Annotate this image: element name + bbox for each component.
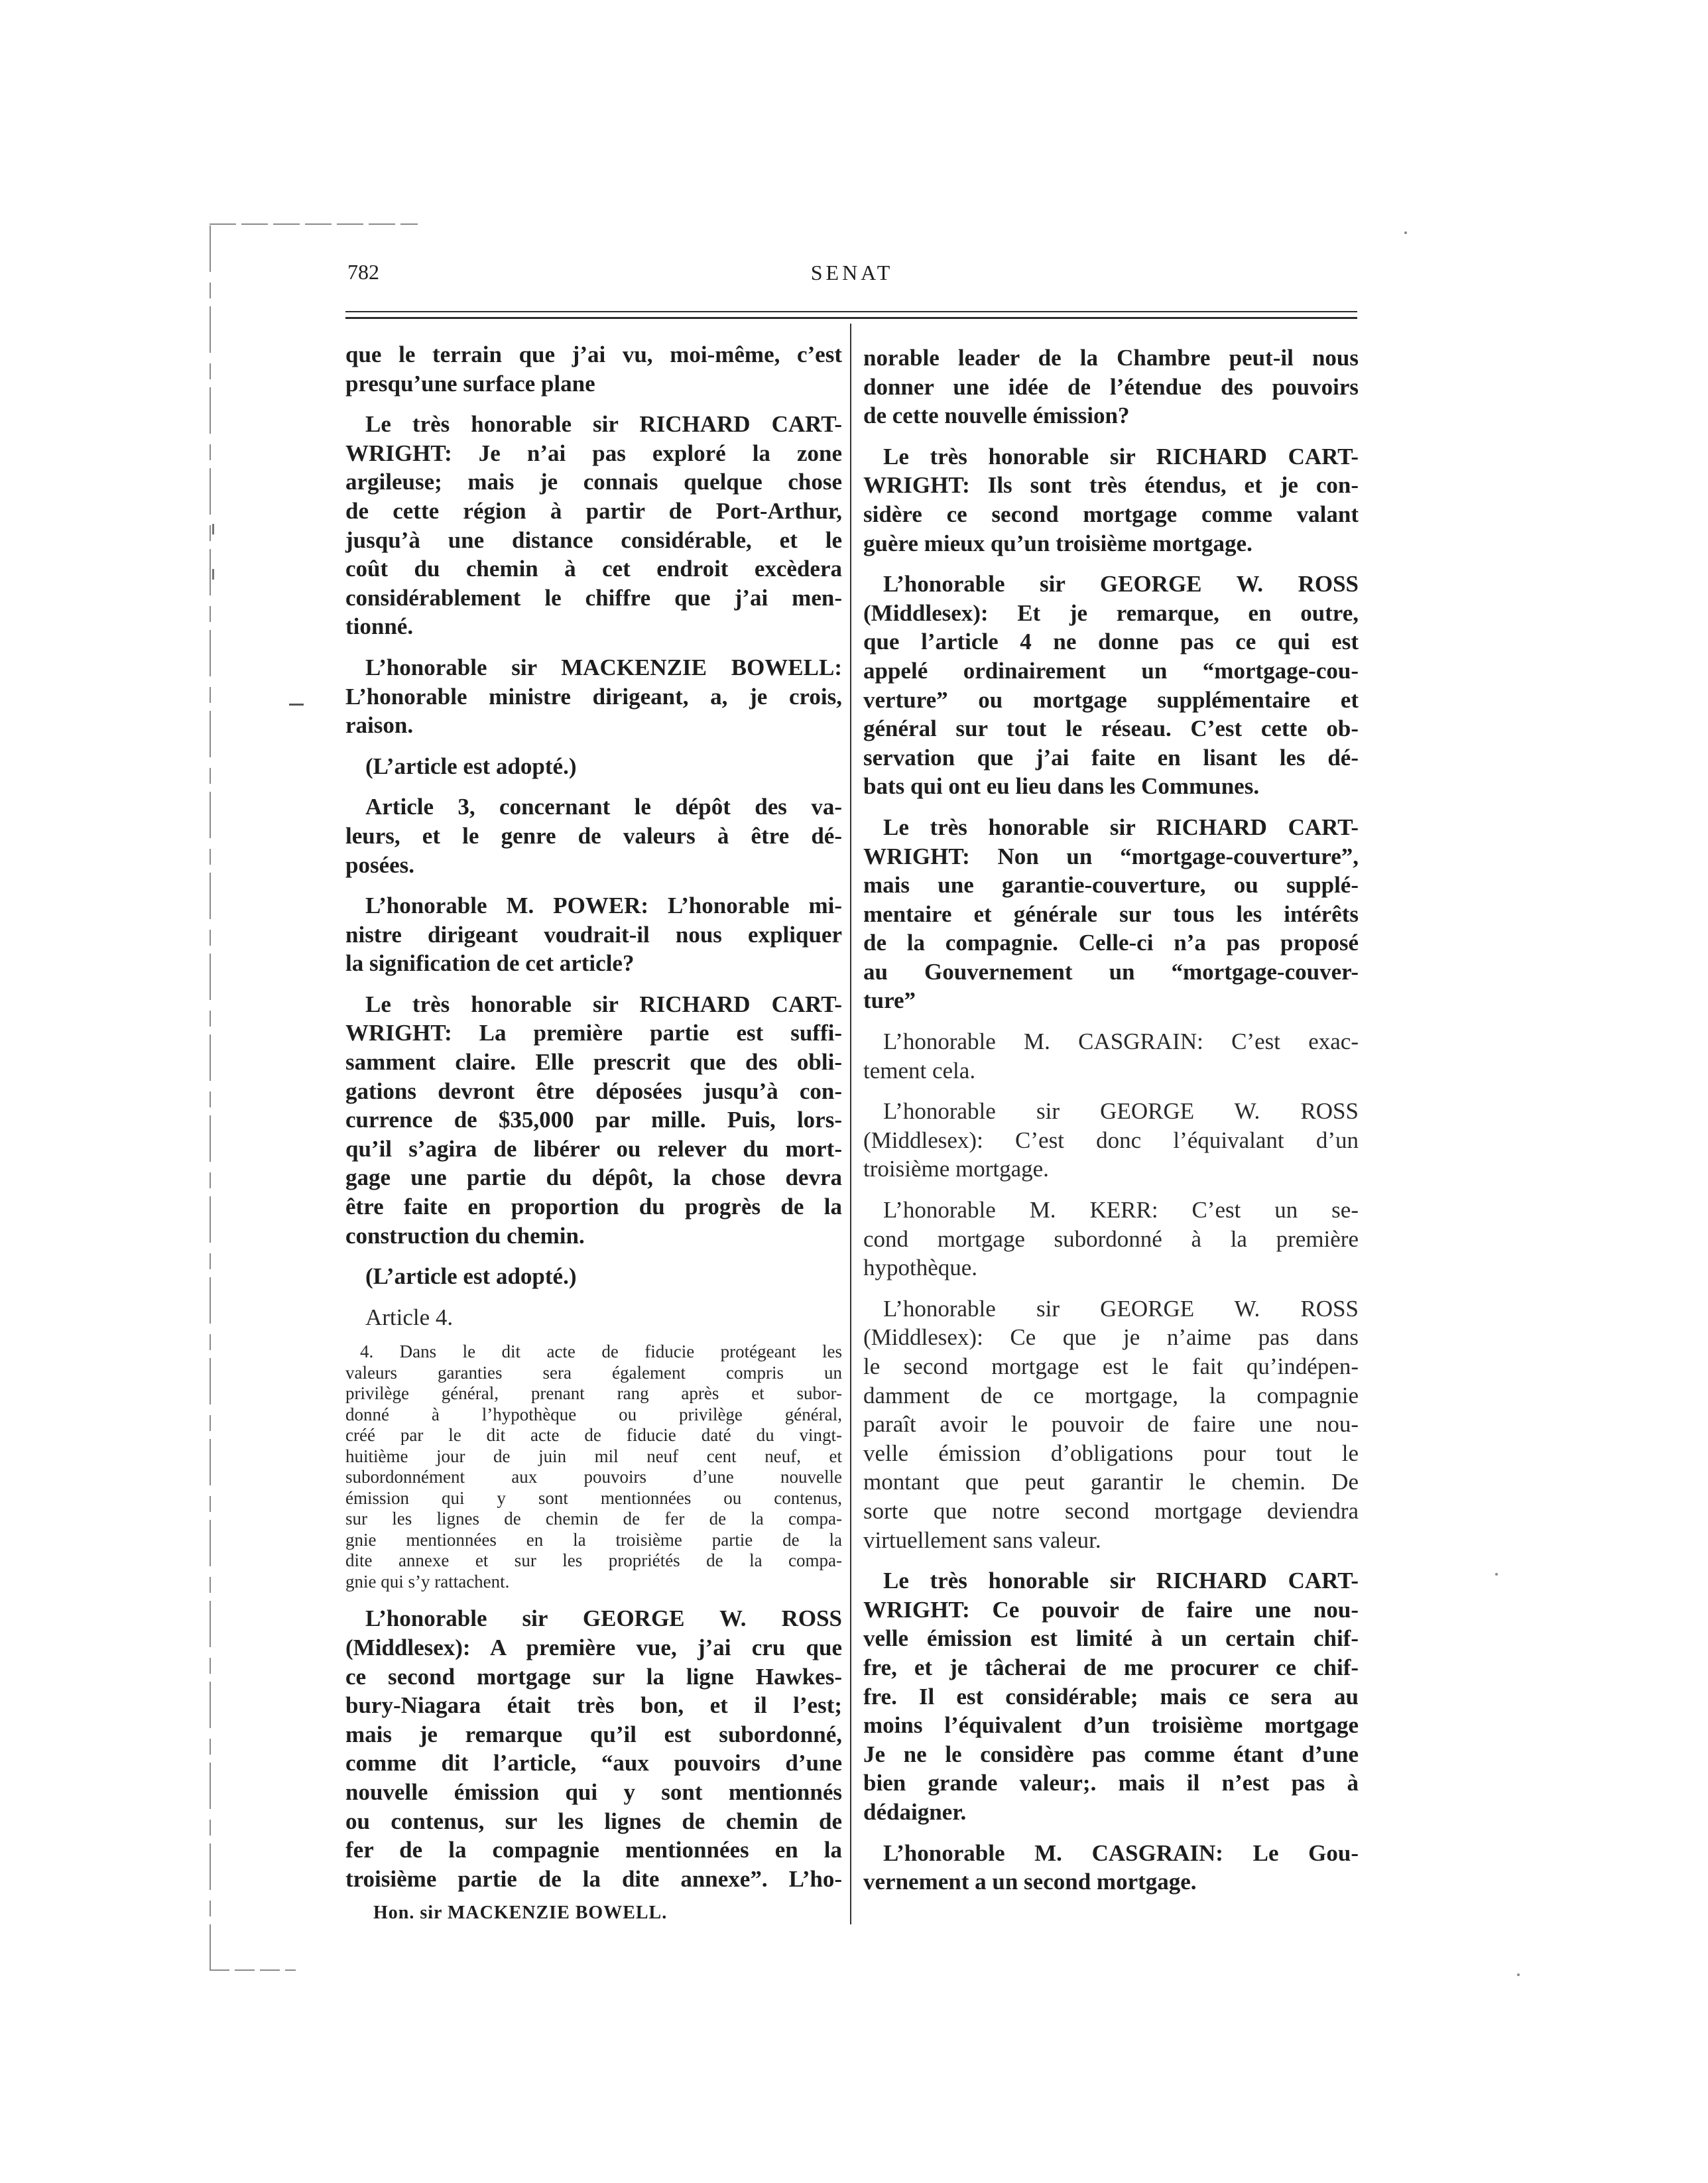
left-column-paragraphs bbox=[345, 340, 842, 1332]
text-line: ce second mortgage sur la ligne Hawkes- bbox=[345, 1663, 842, 1690]
text-line: Le très honorable sir RICHARD CART- bbox=[883, 814, 1359, 840]
scan-speck bbox=[1517, 1973, 1520, 1976]
text-line: L’honorable M. POWER: L’honorable mi- bbox=[365, 893, 842, 919]
scan-speck bbox=[1495, 1573, 1498, 1576]
paragraph bbox=[863, 570, 1359, 801]
text-line: comme dit l’article, “aux pouvoirs d’une bbox=[345, 1750, 842, 1777]
column-divider bbox=[850, 324, 851, 1924]
running-head: SENAT bbox=[810, 261, 894, 284]
paragraph bbox=[345, 410, 842, 641]
text-line: troisième partie de la dite annexe”. L’ho- bbox=[345, 1865, 842, 1892]
text-line: moins l’équivalent d’un troisième mortgage bbox=[863, 1712, 1359, 1739]
text-line: WRIGHT: Non un “mortgage-couverture”, bbox=[863, 843, 1359, 869]
text-line: bats qui ont eu lieu dans les Communes. bbox=[863, 773, 1260, 800]
text-line: privilège général, prenant rang après et subor- bbox=[345, 1383, 842, 1404]
scan-speck bbox=[212, 569, 214, 580]
text-line: (Middlesex): Ce que je n’aime pas dans bbox=[863, 1324, 1359, 1351]
text-line: mentaire et générale sur tous les intérêts bbox=[863, 901, 1359, 927]
text-line: appelé ordinairement un “mortgage-cou- bbox=[863, 657, 1359, 684]
paragraph bbox=[345, 891, 842, 978]
text-line: de cette nouvelle émission? bbox=[863, 403, 1130, 429]
text-line: donner une idée de l’étendue des pouvoirs bbox=[863, 373, 1359, 400]
text-line: mais je remarque qu’il est subordonné, bbox=[345, 1721, 842, 1747]
text-line: subordonnément aux pouvoirs d’une nouvelle bbox=[345, 1467, 842, 1487]
text-line: presqu’une surface plane bbox=[345, 370, 595, 397]
text-line: tionné. bbox=[345, 613, 414, 640]
paragraph bbox=[863, 442, 1359, 558]
text-line: Le très honorable sir RICHARD CART- bbox=[365, 991, 842, 1017]
catchword: Hon. sir MACKENZIE BOWELL. bbox=[373, 1902, 668, 1923]
text-line: (L’article est adopté.) bbox=[365, 1263, 577, 1290]
paragraph bbox=[863, 1027, 1359, 1085]
scan-edge-mark bbox=[210, 223, 418, 225]
scan-edge-mark bbox=[210, 1969, 296, 1971]
text-line: sidère ce second mortgage comme valant bbox=[863, 501, 1359, 527]
text-line: être faite en proportion du progrès de la bbox=[345, 1194, 842, 1220]
text-line: général sur tout le réseau. C’est cette ob- bbox=[863, 716, 1359, 742]
text-line: raison. bbox=[345, 712, 414, 739]
text-line: Le très honorable sir RICHARD CART- bbox=[883, 1568, 1359, 1594]
text-line: dite annexe et sur les propriétés de la compa- bbox=[345, 1550, 842, 1571]
text-line: fer de la compagnie mentionnées en la bbox=[345, 1837, 842, 1863]
text-line: Article 4. bbox=[365, 1304, 454, 1330]
text-line: WRIGHT: Je n’ai pas exploré la zone bbox=[345, 440, 842, 466]
text-line: paraît avoir le pouvoir de faire une nou- bbox=[863, 1411, 1359, 1438]
text-line: sur les lignes de chemin de fer de la compa- bbox=[345, 1509, 842, 1529]
left-column bbox=[345, 340, 842, 1893]
text-line: Le très honorable sir RICHARD CART- bbox=[365, 411, 842, 438]
text-line: tement cela. bbox=[863, 1057, 976, 1084]
text-line: nistre dirigeant voudrait-il nous expliquer bbox=[345, 921, 842, 948]
text-line: gage une partie du dépôt, la chose devra bbox=[345, 1164, 842, 1191]
text-line: construction du chemin. bbox=[345, 1222, 585, 1249]
text-line: cond mortgage subordonné à la première bbox=[863, 1225, 1359, 1252]
header-double-rule-bottom bbox=[345, 317, 1357, 319]
text-line: L’honorable sir GEORGE W. ROSS bbox=[365, 1605, 842, 1632]
paragraph bbox=[345, 653, 842, 740]
text-line: WRIGHT: Ils sont très étendus, et je con- bbox=[863, 472, 1359, 499]
text-line: qu’il s’agira de libérer ou relever du mort- bbox=[345, 1135, 842, 1162]
paragraph bbox=[345, 752, 842, 781]
text-line: gations devront être déposées jusqu’à con- bbox=[345, 1078, 842, 1104]
text-line: au Gouvernement un “mortgage-couver- bbox=[863, 958, 1359, 985]
text-line: leurs, et le genre de valeurs à être dé- bbox=[345, 822, 842, 849]
scan-speck bbox=[289, 704, 304, 706]
text-line: que le terrain que j’ai vu, moi-même, c’est bbox=[345, 342, 842, 367]
text-line: WRIGHT: Ce pouvoir de faire une nou- bbox=[863, 1596, 1359, 1623]
text-line: WRIGHT: La première partie est suffi- bbox=[345, 1020, 842, 1046]
text-line: fre. Il est considérable; mais ce sera au bbox=[863, 1683, 1359, 1710]
header-double-rule-top bbox=[345, 311, 1357, 312]
text-line: L’honorable sir MACKENZIE BOWELL: bbox=[365, 654, 842, 680]
text-line: ou contenus, sur les lignes de chemin de bbox=[345, 1808, 842, 1834]
paragraph bbox=[345, 340, 842, 398]
page-number: 782 bbox=[347, 260, 379, 284]
text-line: 4. Dans le dit acte de fiducie protégeant les bbox=[360, 1341, 842, 1362]
text-line: L’honorable sir GEORGE W. ROSS bbox=[883, 1098, 1359, 1125]
text-line: (Middlesex): Et je remarque, en outre, bbox=[863, 599, 1359, 626]
scan-edge-mark bbox=[210, 225, 211, 1969]
paragraph bbox=[863, 343, 1359, 430]
text-line: bury-Niagara était très bon, et il l’est; bbox=[345, 1692, 842, 1719]
text-line: argileuse; mais je connais quelque chose bbox=[345, 469, 842, 495]
text-line: L’honorable M. CASGRAIN: Le Gou- bbox=[883, 1840, 1359, 1866]
paragraph bbox=[863, 813, 1359, 1015]
text-line: L’honorable M. KERR: C’est un se- bbox=[883, 1197, 1359, 1223]
text-line: L’honorable M. CASGRAIN: C’est exac- bbox=[883, 1029, 1359, 1055]
left-column-paragraphs-continued bbox=[345, 1604, 842, 1893]
text-line: bien grande valeur;. mais il n’est pas à bbox=[863, 1770, 1359, 1796]
text-line: huitième jour de juin mil neuf cent neuf, et bbox=[345, 1446, 842, 1466]
paragraph bbox=[345, 1604, 842, 1893]
text-line: servation que j’ai faite en lisant les dé- bbox=[863, 744, 1359, 771]
text-line: vernement a un second mortgage. bbox=[863, 1869, 1197, 1895]
right-column bbox=[863, 343, 1359, 1897]
text-line: troisième mortgage. bbox=[863, 1156, 1049, 1182]
text-line: que l’article 4 ne donne pas ce qui est bbox=[863, 629, 1359, 655]
text-line: gnie mentionnées en la troisième partie de la bbox=[345, 1529, 842, 1550]
text-line: de la compagnie. Celle-ci n’a pas proposé bbox=[863, 930, 1359, 956]
text-line: L’honorable ministre dirigeant, a, je crois, bbox=[345, 683, 842, 710]
paragraph bbox=[863, 1196, 1359, 1282]
text-line: velle émission est limité à un certain chif- bbox=[863, 1625, 1359, 1652]
text-line: L’honorable sir GEORGE W. ROSS bbox=[883, 1295, 1359, 1322]
text-line: L’honorable sir GEORGE W. ROSS bbox=[883, 571, 1359, 597]
text-line: posées. bbox=[345, 851, 415, 878]
text-line: hypothèque. bbox=[863, 1255, 978, 1281]
text-line: currence de $35,000 par mille. Puis, lors- bbox=[345, 1107, 842, 1133]
text-line: (Middlesex): A première vue, j’ai cru que bbox=[345, 1635, 842, 1660]
paragraph bbox=[863, 1294, 1359, 1554]
text-line: virtuellement sans valeur. bbox=[863, 1527, 1101, 1553]
text-line: samment claire. Elle prescrit que des obli- bbox=[345, 1049, 842, 1076]
right-column-paragraphs bbox=[863, 343, 1359, 1897]
text-line: (Middlesex): C’est donc l’équivalant d’un bbox=[863, 1127, 1359, 1153]
text-line: le second mortgage est le fait qu’indépen- bbox=[863, 1353, 1359, 1379]
text-line: damment de ce mortgage, la compagnie bbox=[863, 1382, 1359, 1408]
text-line: créé par le dit acte de fiducie daté du vingt- bbox=[345, 1425, 842, 1446]
text-line: nouvelle émission qui y sont mentionnés bbox=[345, 1778, 842, 1805]
scan-speck bbox=[212, 524, 214, 534]
text-line: sorte que notre second mortgage deviendra bbox=[863, 1497, 1359, 1524]
text-line: Je ne le considère pas comme étant d’une bbox=[863, 1741, 1359, 1767]
text-line: fre, et je tâcherai de me procurer ce chif- bbox=[863, 1654, 1359, 1680]
text-line: gnie qui s’y rattachent. bbox=[345, 1571, 510, 1591]
text-line: norable leader de la Chambre peut-il nous bbox=[863, 345, 1359, 371]
text-line: guère mieux qu’un troisième mortgage. bbox=[863, 530, 1252, 556]
text-line: de cette région à partir de Port-Arthur, bbox=[345, 497, 842, 524]
paragraph bbox=[863, 1566, 1359, 1826]
scan-speck bbox=[1404, 231, 1407, 234]
text-line: Article 3, concernant le dépôt des va- bbox=[365, 794, 842, 820]
text-line: velle émission d’obligations pour tout le bbox=[863, 1440, 1359, 1466]
paragraph bbox=[863, 1839, 1359, 1897]
text-line: valeurs garanties sera également compris un bbox=[345, 1362, 842, 1383]
paragraph bbox=[345, 990, 842, 1250]
text-line: donné à l’hypothèque ou privilège général, bbox=[345, 1404, 842, 1424]
text-line: montant que peut garantir le chemin. De bbox=[863, 1469, 1359, 1495]
paragraph bbox=[863, 1097, 1359, 1184]
text-line: considérablement le chiffre que j’ai men- bbox=[345, 584, 842, 611]
paragraph bbox=[345, 1303, 842, 1332]
text-line: Le très honorable sir RICHARD CART- bbox=[883, 443, 1359, 469]
paragraph bbox=[345, 792, 842, 879]
text-line: la signification de cet article? bbox=[345, 950, 635, 977]
text-line: émission qui y sont mentionnées ou contenus, bbox=[345, 1487, 842, 1508]
text-line: verture” ou mortgage supplémentaire et bbox=[863, 686, 1359, 713]
paragraph bbox=[345, 1262, 842, 1291]
text-line: ture” bbox=[863, 987, 916, 1014]
text-line: dédaigner. bbox=[863, 1798, 967, 1825]
quoted-article-4 bbox=[345, 1341, 842, 1592]
text-line: mais une garantie-couverture, ou supplé- bbox=[863, 872, 1359, 899]
text-line: coût du chemin à cet endroit excèdera bbox=[345, 556, 842, 582]
quoted-clause bbox=[345, 1341, 842, 1592]
text-line: (L’article est adopté.) bbox=[365, 753, 577, 779]
text-line: jusqu’à une distance considérable, et le bbox=[345, 527, 842, 553]
